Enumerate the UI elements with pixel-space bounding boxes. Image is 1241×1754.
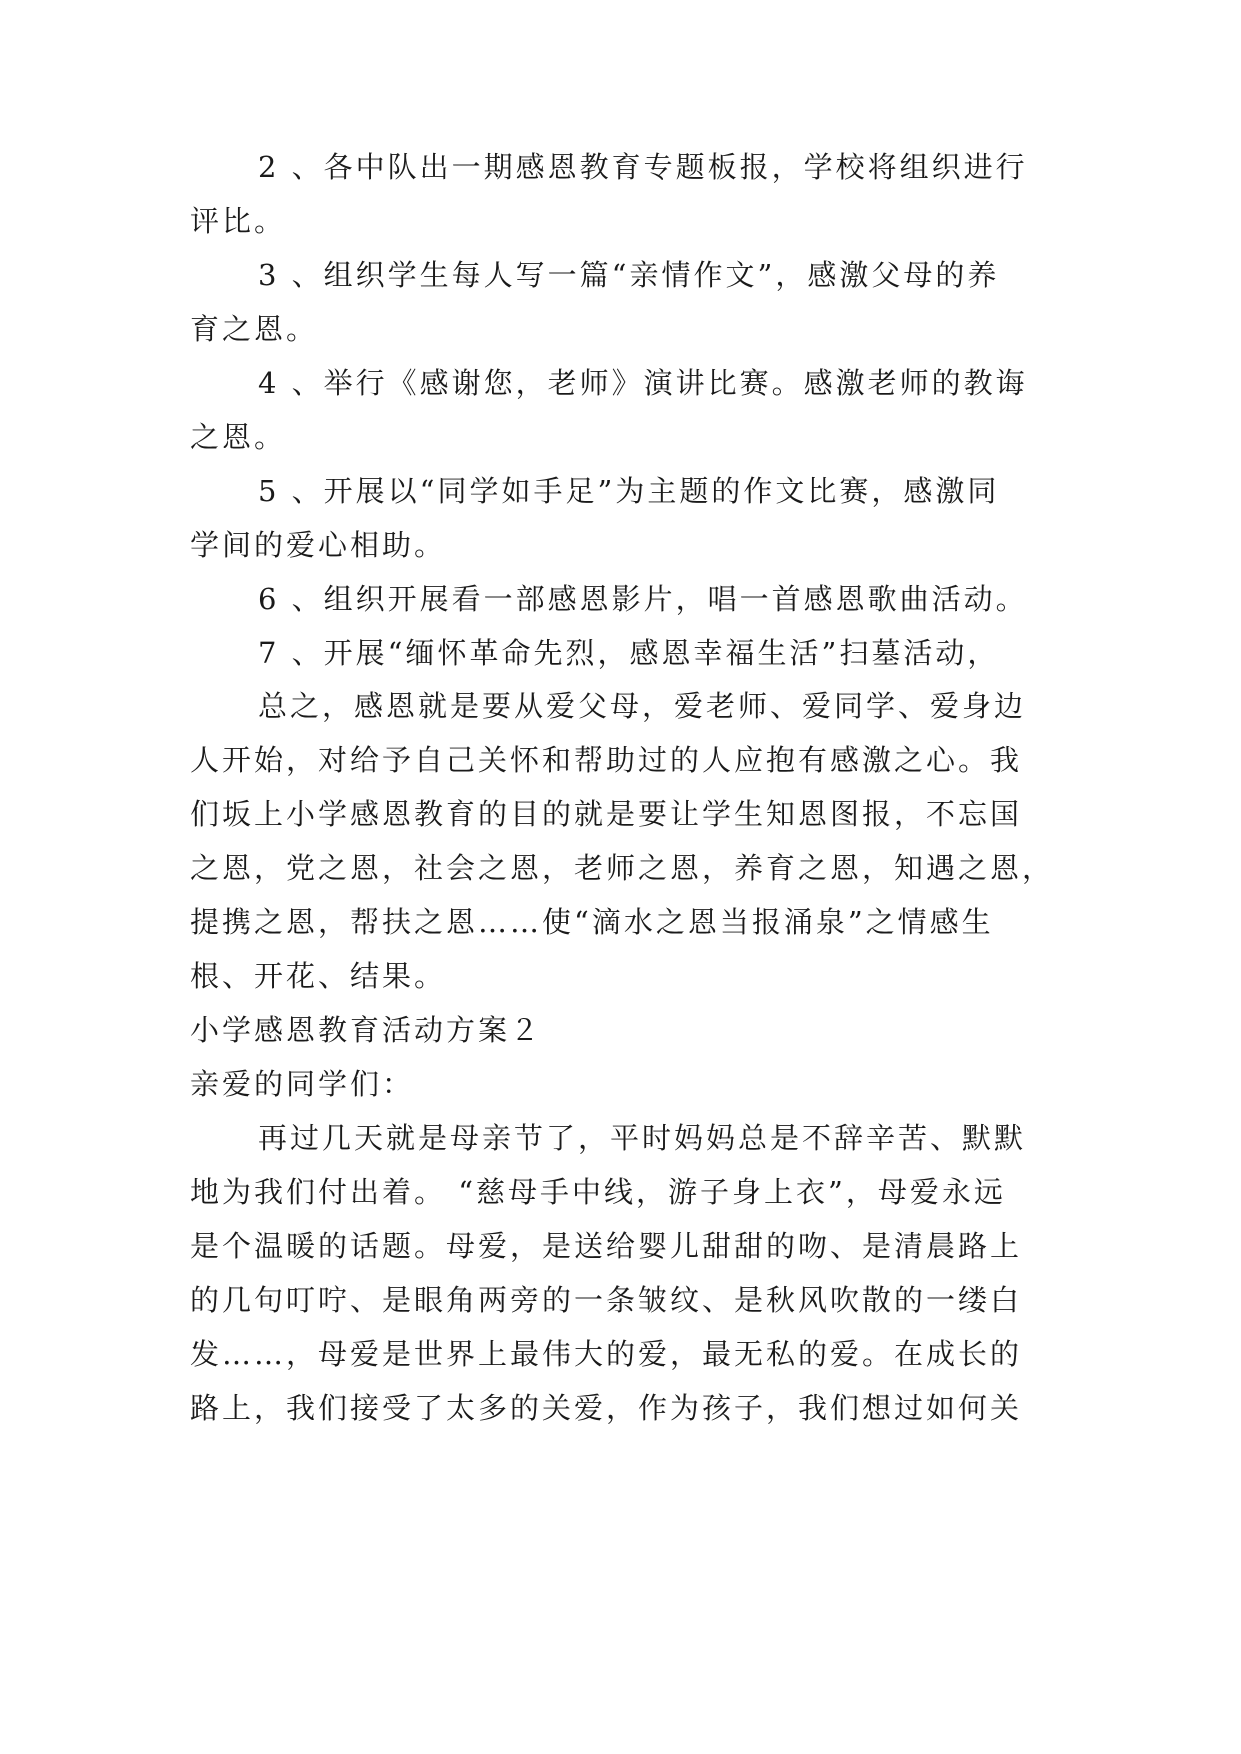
summary-paragraph-line-5: 提携之恩，帮扶之恩……使“滴水之恩当报涌泉”之情感生 — [190, 905, 994, 939]
body-paragraph-line-1: 再过几天就是母亲节了，平时妈妈总是不辞辛苦、默默 — [258, 1121, 1027, 1155]
summary-paragraph-line-3: 们坂上小学感恩教育的目的就是要让学生知恩图报，不忘国 — [190, 797, 1023, 831]
body-paragraph-line-6: 路上，我们接受了太多的关爱，作为孩子，我们想过如何关 — [190, 1391, 1023, 1425]
salutation: 亲爱的同学们： — [190, 1067, 415, 1101]
body-paragraph-line-5: 发……，母爱是世界上最伟大的爱，最无私的爱。在成长的 — [190, 1337, 1023, 1371]
list-item-6: 6 、组织开展看一部感恩影片，唱一首感恩歌曲活动。 — [258, 582, 1028, 616]
list-item-3-line-1: 3 、组织学生每人写一篇“亲情作文”，感激父母的养 — [258, 258, 1000, 292]
body-paragraph-line-4: 的几句叮咛、是眼角两旁的一条皱纹、是秋风吹散的一缕白 — [190, 1283, 1023, 1317]
list-item-5-line-1: 5 、开展以“同学如手足”为主题的作文比赛，感激同 — [258, 474, 1000, 508]
list-item-3-line-2: 育之恩。 — [190, 312, 319, 346]
list-item-5-line-2: 学间的爱心相助。 — [190, 528, 447, 562]
section-title: 小学感恩教育活动方案２ — [190, 1013, 543, 1047]
summary-paragraph-line-4: 之恩，党之恩，社会之恩，老师之恩，养育之恩，知遇之恩， — [190, 851, 1055, 885]
body-paragraph-line-3: 是个温暖的话题。母爱，是送给婴儿甜甜的吻、是清晨路上 — [190, 1229, 1023, 1263]
list-item-2-line-2: 评比。 — [190, 204, 287, 238]
summary-paragraph-line-1: 总之，感恩就是要从爱父母，爱老师、爱同学、爱身边 — [258, 689, 1027, 723]
summary-paragraph-line-2: 人开始，对给予自己关怀和帮助过的人应抱有感激之心。我 — [190, 743, 1023, 777]
list-item-4-line-2: 之恩。 — [190, 420, 287, 454]
body-paragraph-line-2: 地为我们付出着。 “慈母手中线，游子身上衣”，母爱永远 — [190, 1175, 1006, 1209]
list-item-2-line-1: 2 、各中队出一期感恩教育专题板报，学校将组织进行 — [258, 150, 1028, 184]
list-item-7: 7 、开展“缅怀革命先烈，感恩幸福生活”扫墓活动， — [258, 636, 1000, 670]
summary-paragraph-line-6: 根、开花、结果。 — [190, 959, 447, 993]
list-item-4-line-1: 4 、举行《感谢您，老师》演讲比赛。感激老师的教诲 — [258, 366, 1028, 400]
